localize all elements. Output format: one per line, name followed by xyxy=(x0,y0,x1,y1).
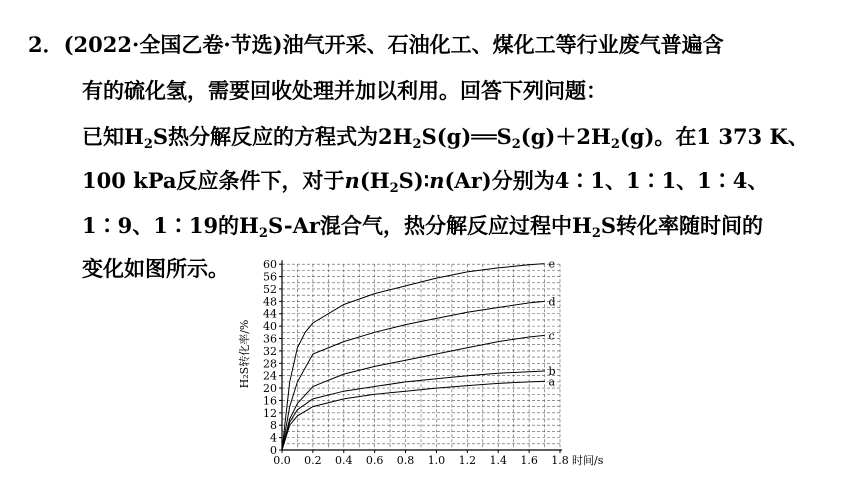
question-line-5: 1∶9、1∶19的$H_2S-Ar$混合气，热分解反应过程中$H_2S$转化率随时间的 xyxy=(82,213,764,241)
question-line-1 xyxy=(28,30,724,60)
x-tick-label: 0.0 xyxy=(273,454,291,467)
question-source: (2022·全国乙卷·节选) xyxy=(63,32,283,57)
y-tick-label: 32 xyxy=(263,344,277,358)
series-line-c xyxy=(282,335,545,450)
y-tick-label: 20 xyxy=(263,382,277,396)
y-tick-label: 4 xyxy=(270,431,277,445)
series-label-d: d xyxy=(548,295,556,309)
x-tick-label: 0.6 xyxy=(365,454,384,467)
y-tick-label: 16 xyxy=(263,394,277,408)
x-tick-label: 1.4 xyxy=(489,454,507,467)
x-tick-label: 0.8 xyxy=(396,454,415,467)
y-tick-label: 36 xyxy=(263,332,277,346)
question-line-3: 已知$H_2S$热分解反应的方程式为$2H_2S(g)══S_2(g)+2H_2(g)$。在1 373 K、 xyxy=(82,124,809,152)
y-tick-label: 40 xyxy=(263,320,277,334)
y-axis-title: H₂S转化率/% xyxy=(238,319,251,389)
y-tick-label: 24 xyxy=(263,369,277,383)
y-tick-label: 48 xyxy=(263,295,277,309)
x-axis-title: 时间/s xyxy=(572,454,604,467)
question-line-4: 100 kPa反应条件下，对于$n(H_2S)∶n(Ar)$分别为4∶1、1∶1、1∶4、 xyxy=(82,168,769,196)
conversion-chart xyxy=(230,250,610,480)
question-line-2: 有的硫化氢，需要回收处理并加以利用。回答下列问题： xyxy=(82,78,607,103)
question-line-6: 变化如图所示。 xyxy=(82,256,229,281)
y-tick-label: 12 xyxy=(263,406,277,420)
x-tick-label: 0.4 xyxy=(335,454,353,467)
series-label-a: a xyxy=(548,375,556,389)
x-tick-label: 1.8 xyxy=(551,454,569,467)
series-label-c: c xyxy=(548,329,555,343)
y-tick-label: 52 xyxy=(263,282,277,296)
series-label-b: b xyxy=(548,365,556,379)
series-label-e: e xyxy=(548,257,556,271)
y-tick-label: 28 xyxy=(263,357,277,371)
question-line-1-text: 油气开采、石油化工、煤化工等行业废气普遍含 xyxy=(282,32,724,57)
x-tick-label: 0.2 xyxy=(304,454,322,467)
x-tick-label: 1.0 xyxy=(427,454,446,467)
x-tick-label: 1.2 xyxy=(458,454,477,467)
y-tick-label: 0 xyxy=(270,444,277,457)
y-tick-label: 56 xyxy=(263,270,277,284)
y-tick-label: 8 xyxy=(270,419,277,433)
y-tick-label: 60 xyxy=(263,258,277,272)
series-line-a xyxy=(282,381,545,450)
question-number: 2． xyxy=(28,32,64,57)
x-tick-label: 1.6 xyxy=(520,454,538,467)
y-tick-label: 44 xyxy=(263,307,277,321)
